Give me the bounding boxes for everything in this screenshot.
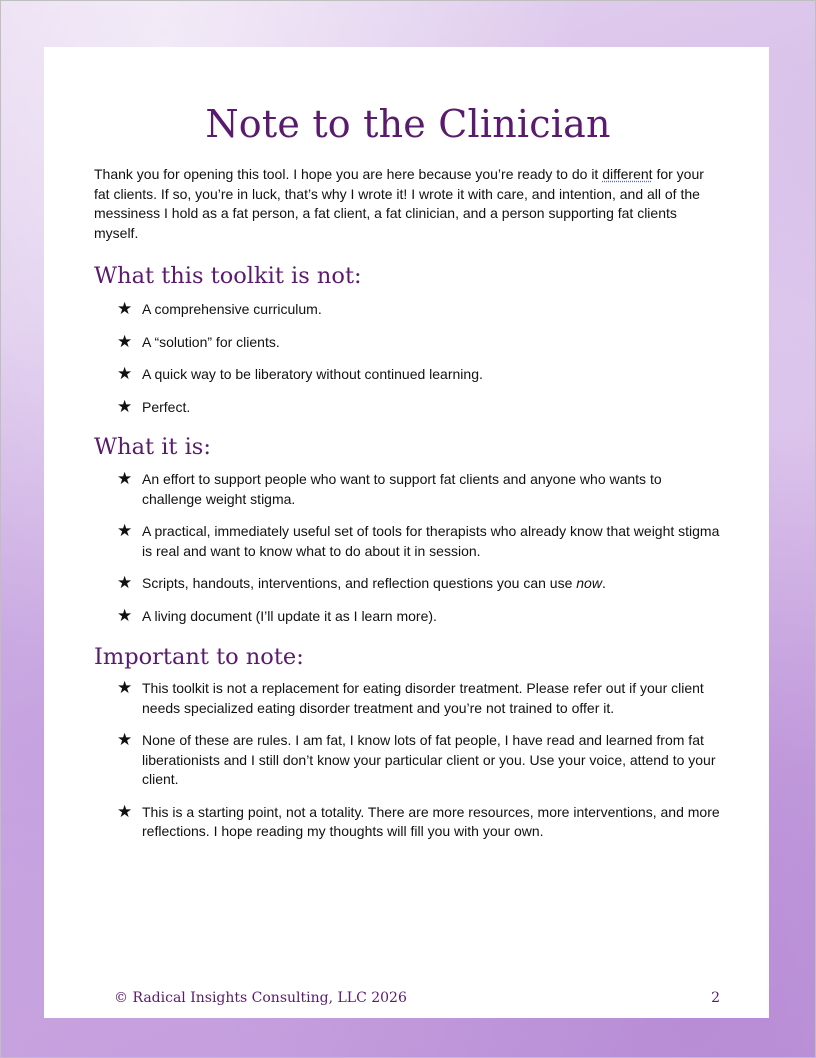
list-item	[118, 731, 722, 790]
section-heading-important: Important to note:	[94, 644, 304, 670]
star-icon: ★	[117, 364, 133, 384]
list-item-text: An effort to support people who want to support fat clients and anyone who wants to challenge weight stigma.	[142, 471, 662, 507]
list-item-text: A practical, immediately useful set of tools for therapists who already know that weight stigma is real and want to know what to do about it in session.	[142, 523, 720, 559]
list-item-text: A comprehensive curriculum.	[142, 301, 322, 317]
intro-underlined-word: different	[602, 166, 653, 182]
star-icon: ★	[117, 331, 133, 352]
list-item	[118, 679, 722, 718]
star-icon: ★	[117, 573, 133, 593]
page-number: 2	[711, 990, 720, 1006]
list-item	[118, 522, 722, 561]
star-icon: ★	[117, 605, 133, 626]
section-heading-is: What it is:	[94, 434, 211, 460]
list-item-text: Perfect.	[142, 398, 191, 415]
list-item	[118, 470, 722, 509]
list-item-emphasis: now	[576, 575, 602, 591]
list-item	[118, 607, 722, 627]
intro-text-start: Thank you for opening this tool. I hope you are here because you’re ready to do it	[94, 166, 603, 182]
list-item-text: None of these are rules. I am fat, I know lots of fat people, I have read and learned from fat liberationists and I still don’t know your particular client or you. Use your voice, attend to your client.	[142, 732, 716, 787]
star-icon: ★	[117, 801, 133, 822]
list-item	[118, 333, 722, 353]
list-item-text: This is a starting point, not a totality. There are more resources, more interventions, and more reflections. I hope reading my thoughts will fill you with your own.	[142, 803, 720, 839]
list-item-text-start: Scripts, handouts, interventions, and reflection questions you can use	[142, 575, 577, 591]
star-icon: ★	[117, 730, 133, 750]
list-item-text: A living document (I’ll update it as I learn more).	[142, 607, 437, 624]
list-item-text: This toolkit is not a replacement for eating disorder treatment. Please refer out if your client needs specialized eating disorder treatment and you’re not trained to offer it.	[142, 680, 704, 716]
list-item	[118, 365, 722, 385]
list-toolkit-is-not	[118, 300, 722, 430]
list-item-text: A quick way to be liberatory without continued learning.	[142, 366, 483, 382]
star-icon: ★	[117, 678, 133, 698]
list-item	[118, 574, 722, 594]
list-item	[118, 803, 722, 842]
intro-paragraph	[94, 165, 722, 243]
star-icon: ★	[117, 521, 133, 541]
star-icon: ★	[117, 299, 133, 319]
intro-text-end: for your fat clients. If so, you’re in luck, that’s why I wrote it! I wrote it with care, and intention, and all of the messiness I hold as a fat person, a fat client, a fat clinician, and a person supporting fat clients myself.	[94, 166, 704, 241]
list-what-it-is	[118, 470, 722, 639]
star-icon: ★	[117, 469, 133, 489]
list-item	[118, 398, 722, 418]
star-icon: ★	[117, 396, 133, 417]
section-heading-not: What this toolkit is not:	[94, 263, 362, 289]
footer-copyright: © Radical Insights Consulting, LLC 2026	[114, 990, 407, 1006]
list-item	[118, 300, 722, 320]
list-item-text	[142, 575, 606, 591]
list-item-text-end: .	[601, 575, 606, 591]
page-title: Note to the Clinician	[205, 102, 611, 146]
list-important-to-note	[118, 679, 722, 855]
list-item-text: A “solution” for clients.	[142, 333, 280, 350]
